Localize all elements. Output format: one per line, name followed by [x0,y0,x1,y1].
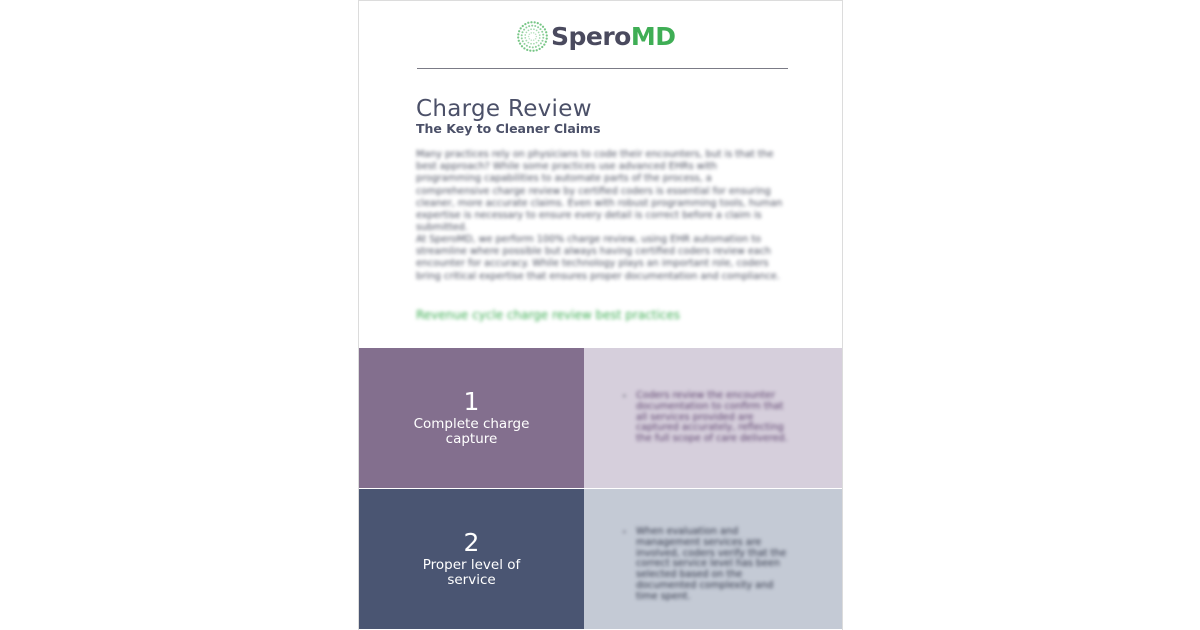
step-card-1 [359,348,842,488]
sperodots-logo-icon [517,21,548,52]
brand-name-a: Spero [551,21,631,51]
step-2-description: When evaluation and management services are involved, coders verify that the correct service level has been selected based on the documented complexity and time spent. [636,526,787,602]
step-1-label: Complete charge capture [413,416,530,447]
brand-wordmark [551,21,676,51]
step-1-description: Coders review the encounter documentation to confirm that all services provided are captured accurately, reflecting the full scope of care delivered. [636,390,788,445]
step-1-panel [359,348,584,488]
step-1-number: 1 [463,387,480,417]
step-1-detail [584,348,842,488]
approach-paragraph: At SperoMD, we perform 100% charge review, using EHR automation to streamline where possible but always having certified coders review each encounter for accuracy. While technology plays an important role, coders bring critical expertise that ensures proper documentation and compliance. [416,234,780,282]
step-2-panel [359,489,584,629]
step-2-detail [584,489,842,629]
bullet-icon: • [622,528,627,537]
bullet-icon: • [622,392,627,401]
best-practices-link[interactable]: Revenue cycle charge review best practices [416,308,681,322]
brand-logo[interactable] [517,20,676,52]
step-2-number: 2 [463,528,480,558]
step-2-label: Proper level of service [422,557,521,588]
brand-name-b: MD [630,21,676,51]
page-title: Charge Review [416,96,592,122]
document-page [358,0,843,630]
intro-paragraph: Many practices rely on physicians to code their encounters, but is that the best approach? While some practices use advanced EHRs with programming capabilities to automate parts of the process, a comprehensive charge review by certified coders is essential for ensuring cleaner, more accurate claims. Even with robust programming tools, human expertise is necessary to ensure every detail is correct before a claim is submitted. [416,149,783,234]
header-divider [417,68,788,69]
step-card-2 [359,489,842,629]
page-subtitle: The Key to Cleaner Claims [416,121,601,136]
